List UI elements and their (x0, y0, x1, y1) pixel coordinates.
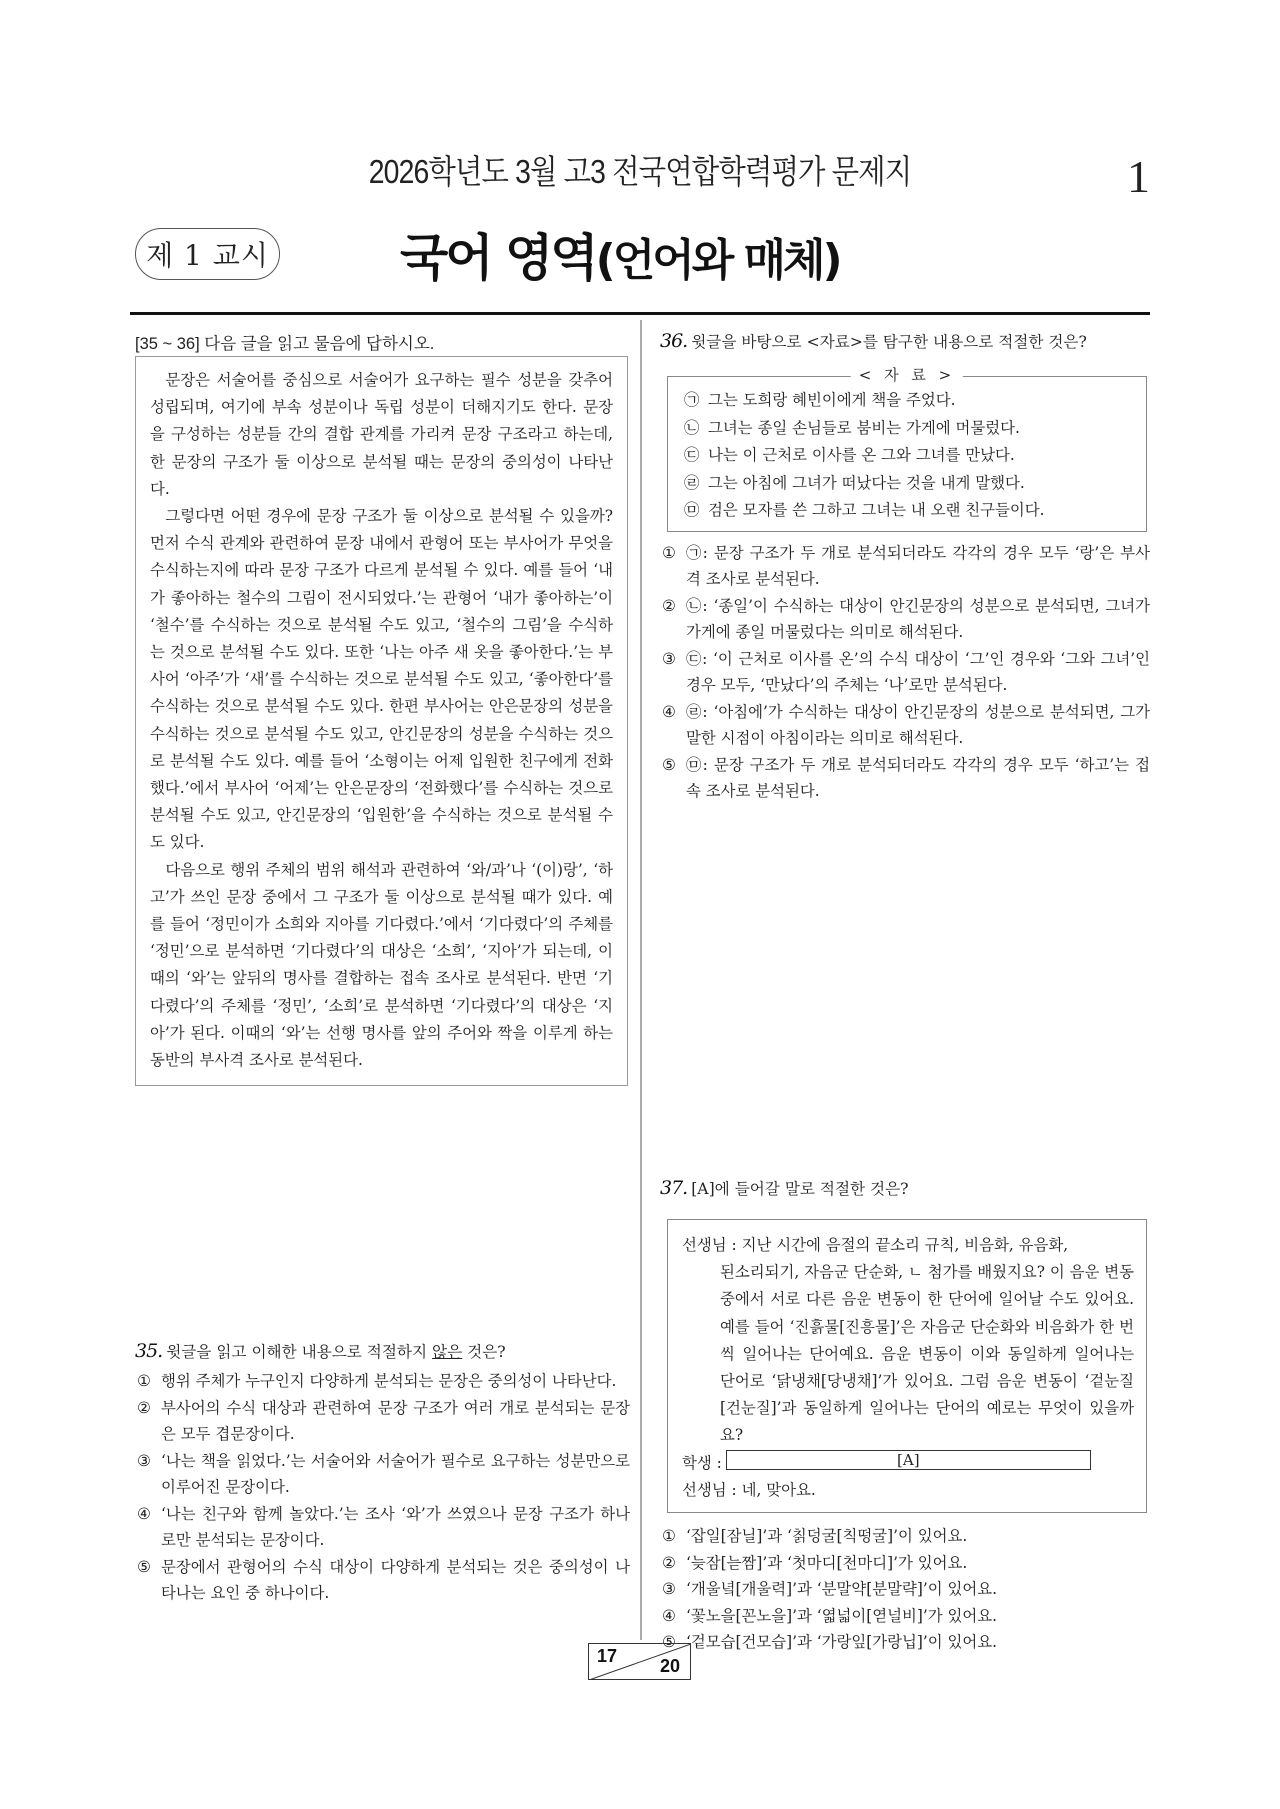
answer-option-4[interactable] (660, 1603, 1150, 1630)
subject-main: 국어 영역 (400, 229, 596, 287)
speaker-label: 학생 : (682, 1453, 722, 1472)
option-text: ㉠: 문장 구조가 두 개로 분석되더라도 각각의 경우 모두 ‘랑’은 부사격 조사로 분석된다. (686, 543, 1150, 588)
page-number: 1 (1127, 151, 1150, 202)
option-text: 부사어의 수식 대상과 관련하여 문장 구조가 여러 개로 분석되는 문장은 모두 겹문장이다. (161, 1398, 630, 1443)
data-item (684, 415, 1134, 443)
option-text: 행위 주체가 누구인지 다양하게 분석되는 문장은 중의성이 나타난다. (161, 1372, 617, 1390)
option-marker: ③ (137, 1451, 151, 1470)
item-text: 검은 모자를 쓴 그하고 그녀는 내 오랜 친구들이다. (708, 501, 1045, 519)
answer-option-1[interactable] (660, 1523, 1150, 1550)
option-text: 문장에서 관형어의 수식 대상이 다양하게 분석되는 것은 중의성이 나타나는 요인 중 하나이다. (161, 1557, 630, 1602)
answer-option-2[interactable] (660, 593, 1150, 646)
option-text: ㉡: ‘종일’이 수식하는 대상이 안긴문장의 성분으로 분석되면, 그녀가 가게에 종일 머물렀다는 의미로 해석된다. (686, 596, 1150, 641)
option-text: ‘개울녘[개울력]’과 ‘분말약[분말략]’이 있어요. (686, 1580, 998, 1599)
question-36 (660, 330, 1150, 805)
question-37 (660, 1177, 1150, 1656)
set-instruction: [35 ~ 36] 다음 글을 읽고 물음에 답하시오. (135, 335, 435, 353)
answer-options (660, 1523, 1150, 1656)
column-divider (640, 320, 642, 1640)
period-badge: 제 1 교시 (135, 228, 280, 280)
question-stem (660, 1177, 1150, 1199)
answer-option-3[interactable] (660, 646, 1150, 699)
data-item (684, 497, 1134, 525)
data-item (684, 442, 1134, 470)
option-marker: ② (137, 1398, 151, 1417)
subject-sub: (언어와 매체) (595, 235, 840, 286)
page-counter (588, 1643, 691, 1680)
item-text: 그는 도희랑 혜빈이에게 책을 주었다. (708, 391, 956, 409)
option-text: ‘나는 친구와 함께 놀았다.’는 조사 ‘와’가 쓰였으나 문장 구조가 하나로만 분석되는 문장이다. (161, 1504, 630, 1549)
question-stem (660, 330, 1150, 352)
reference-data-box (667, 366, 1147, 532)
data-item (684, 470, 1134, 498)
option-text: ㉣: ‘아침에’가 수식하는 대상이 안긴문장의 성분으로 분석되면, 그가 말한 시점이 아침이라는 의미로 해석된다. (686, 702, 1150, 747)
answer-option-5[interactable] (660, 752, 1150, 805)
reading-passage (135, 356, 628, 1086)
item-text: 그는 아침에 그녀가 떠났다는 것을 내게 말했다. (708, 473, 1025, 492)
answer-option-2[interactable] (135, 1395, 630, 1448)
item-marker: ㉠ (684, 391, 700, 409)
stem-text: 것은? (462, 1343, 506, 1361)
stem-text: [A]에 들어갈 말로 적절한 것은? (691, 1180, 909, 1198)
answer-option-1[interactable] (135, 1368, 630, 1395)
option-marker: ① (662, 1527, 676, 1546)
question-number: 37. (660, 1177, 688, 1199)
total-pages: 20 (659, 1656, 680, 1676)
item-marker: ㉢ (684, 446, 700, 464)
answer-option-2[interactable] (660, 1550, 1150, 1577)
teacher-reply (682, 1477, 1134, 1504)
option-text: ‘겉모습[건모습]’과 ‘가랑잎[가랑닙]’이 있어요. (686, 1633, 998, 1652)
item-text: 나는 이 근처로 이사를 온 그와 그녀를 만났다. (708, 446, 1015, 464)
answer-option-1[interactable] (660, 540, 1150, 593)
option-marker: ⑤ (662, 755, 676, 774)
option-marker: ① (662, 543, 676, 562)
option-marker: ⑤ (137, 1557, 151, 1576)
stem-emphasis: 않은 (432, 1343, 463, 1361)
data-box-label: < 자 료 > (851, 364, 963, 385)
question-35 (135, 1340, 630, 1607)
option-text: ‘잡일[잠닐]’과 ‘칡덩굴[칙떵굴]’이 있어요. (686, 1527, 968, 1546)
utterance: 네, 맞아요. (741, 1480, 816, 1499)
teacher-line-continued: 된소리되기, 자음군 단순화, ㄴ 첨가를 배웠지요? 이 음운 변동 중에서 서로 다른 음운 변동이 한 단어에 일어날 수도 있어요. 예를 들어 ‘진흙물[진흥물]’은 자음군 단순화와 비음화가 한 번씩 일어나는 단어예요. 음운 변동이 이와 동일하게 일어나는 단어로 ‘닭냉채[당냉채]’가 있어요. 그럼 음운 변동이 ‘겉눈질[건눈질]’과 동일하게 일어나는 단어의 예로는 무엇이 있을까요? (720, 1263, 1134, 1445)
option-marker: ② (662, 596, 676, 615)
option-marker: ④ (662, 1606, 676, 1625)
answer-options (660, 540, 1150, 805)
speaker-label: 선생님 : (682, 1480, 737, 1499)
passage-paragraph: 문장은 서술어를 중심으로 서술어가 요구하는 필수 성분을 갖추어 성립되며, 여기에 부속 성분이나 독립 성분이 더해지기도 한다. 문장을 구성하는 성분들 간의 결합 관계를 가리켜 문장 구조라고 하는데, 한 문장의 구조가 둘 이상으로 분석될 때는 문장의 중의성이 나타난다. (150, 371, 613, 498)
student-line (682, 1450, 1134, 1477)
answer-option-4[interactable] (660, 699, 1150, 752)
option-marker: ④ (662, 702, 676, 721)
passage-paragraph: 그렇다면 어떤 경우에 문장 구조가 둘 이상으로 분석될 수 있을까? 먼저 수식 관계와 관련하여 문장 내에서 관형어 또는 부사어가 무엇을 수식하는지에 따라 문장 구조가 다르게 분석될 수 있다. 예를 들어 ‘내가 좋아하는 철수의 그림이 전시되었다.’는 관형어 ‘내가 좋아하는’이 ‘철수’를 수식하는 것으로 분석될 수도 있고, ‘철수의 그림’을 수식하는 것으로 분석될 수도 있다. 또한 ‘나는 아주 새 옷을 좋아한다.’는 부사어 ‘아주’가 ‘새’를 수식하는 것으로 분석될 수도 있고, ‘좋아한다’를 수식하는 것으로 분석될 수도 있다. 한편 부사어는 안은문장의 성분을 수식하는 것으로 분석될 수도 있고, 안긴문장의 성분을 수식하는 것으로 분석될 수도 있다. 예를 들어 ‘소형이는 어제 입원한 친구에게 전화했다.’에서 부사어 ‘어제’는 안은문장의 ‘전화했다’를 수식하는 것으로 분석될 수도 있고, 안긴문장의 ‘입원한’을 수식하는 것으로 분석될 수도 있다. (150, 507, 613, 852)
item-marker: ㉣ (684, 473, 700, 492)
question-number: 35. (135, 1340, 163, 1362)
item-text: 그녀는 종일 손님들로 붐비는 가게에 머물렀다. (708, 418, 1020, 437)
passage-paragraph: 다음으로 행위 주체의 범위 해석과 관련하여 ‘와/과’나 ‘(이)랑’, ‘하고’가 쓰인 문장 중에서 그 구조가 둘 이상으로 분석될 때가 있다. 예를 들어 ‘정민이가 소희와 지아를 기다렸다.’에서 ‘기다렸다’의 주체를 ‘정민’으로 분석하면 ‘기다렸다’의 대상은 ‘소희’, ‘지아’가 되는데, 이때의 ‘와’는 앞뒤의 명사를 결합하는 접속 조사로 분석된다. 반면 ‘기다렸다’의 주체를 ‘정민’, ‘소희’로 분석하면 ‘기다렸다’의 대상은 ‘지아’가 된다. 이때의 ‘와’는 선행 명사를 앞의 주어와 짝을 이루게 하는 동반의 부사격 조사로 분석된다. (150, 860, 613, 1070)
answer-options (135, 1368, 630, 1607)
answer-option-3[interactable] (660, 1576, 1150, 1603)
stem-text: 윗글을 읽고 이해한 내용으로 적절하지 (166, 1343, 433, 1361)
subject-title (400, 218, 840, 290)
option-marker: ③ (662, 649, 676, 668)
speaker-label: 선생님 : (682, 1236, 737, 1254)
header-rule (130, 312, 1150, 315)
exam-title: 2026학년도 3월 고3 전국연합학력평가 문제지 (368, 153, 912, 190)
answer-option-3[interactable] (135, 1448, 630, 1501)
answer-option-5[interactable] (660, 1629, 1150, 1656)
stem-text: 윗글을 바탕으로 <자료>를 탐구한 내용으로 적절한 것은? (691, 333, 1087, 351)
data-item (684, 387, 1134, 415)
option-marker: ② (662, 1553, 676, 1572)
option-text: ‘늦잠[늗짬]’과 ‘첫마디[천마디]’가 있어요. (686, 1553, 968, 1572)
answer-blank-a: [A] (726, 1450, 1091, 1470)
question-stem (135, 1340, 630, 1362)
current-page: 17 (597, 1646, 618, 1666)
answer-option-5[interactable] (135, 1554, 630, 1607)
option-text: ㉢: ‘이 근처로 이사를 온’의 수식 대상이 ‘그’인 경우와 ‘그와 그녀’인 경우 모두, ‘만났다’의 주체는 ‘나’로만 분석된다. (686, 649, 1150, 694)
question-number: 36. (660, 330, 688, 352)
option-marker: ⑤ (662, 1633, 676, 1652)
option-text: ‘꽃노을[꼰노을]’과 ‘엷넓이[엳널비]’가 있어요. (686, 1606, 998, 1625)
option-text: ㉤: 문장 구조가 두 개로 분석되더라도 각각의 경우 모두 ‘하고’는 접속 조사로 분석된다. (686, 755, 1150, 800)
item-marker: ㉡ (684, 418, 700, 437)
option-marker: ④ (137, 1504, 151, 1523)
teacher-line (682, 1232, 1134, 1259)
option-marker: ① (137, 1372, 151, 1390)
answer-option-4[interactable] (135, 1501, 630, 1554)
utterance: 지난 시간에 음절의 끝소리 규칙, 비음화, 유음화, (741, 1236, 1069, 1254)
dialogue-box (667, 1219, 1147, 1513)
item-marker: ㉤ (684, 501, 700, 519)
option-text: ‘나는 책을 읽었다.’는 서술어와 서술어가 필수로 요구하는 성분만으로 이루어진 문장이다. (161, 1451, 630, 1496)
option-marker: ③ (662, 1580, 676, 1599)
